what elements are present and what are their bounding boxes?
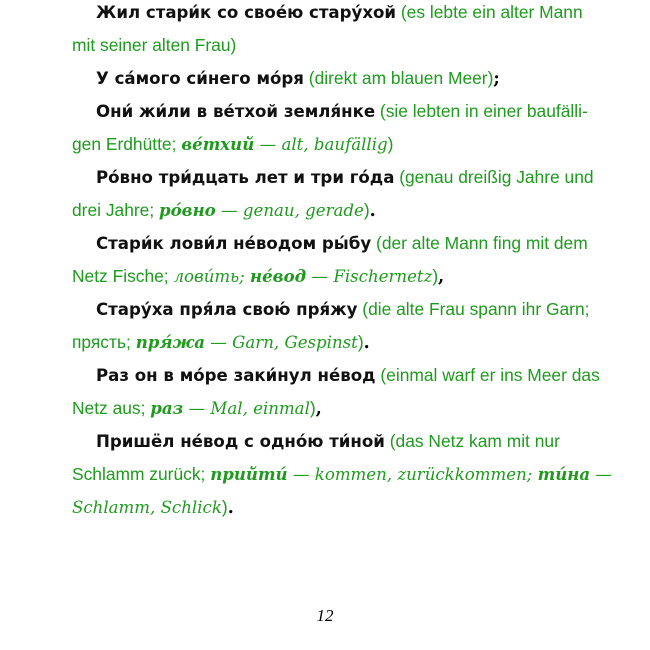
vocab-definition: — Mal, einmal <box>183 399 310 418</box>
text-line <box>72 359 600 392</box>
vocab-word: ро́вно <box>159 200 216 220</box>
punctuation: . <box>363 333 370 353</box>
text-line <box>72 29 584 62</box>
text-line <box>72 326 584 359</box>
paragraph <box>72 95 588 161</box>
paragraph <box>72 425 612 524</box>
german-gloss: drei Jahre; <box>72 200 159 220</box>
vocab-definition: — alt, baufällig <box>254 135 388 154</box>
vocab-definition: — Garn, Gespinst <box>205 333 358 352</box>
punctuation: , <box>438 267 445 287</box>
paragraph <box>72 359 600 425</box>
text-line <box>72 260 584 293</box>
german-gloss: mit seiner alten Frau) <box>72 35 237 55</box>
paragraph <box>72 62 584 95</box>
vocab-definition: — kommen, zurückkommen; <box>287 465 538 484</box>
punctuation: . <box>369 201 376 221</box>
text-line <box>72 0 584 29</box>
russian-text: Ро́вно три́дцать лет и три го́да <box>96 168 395 187</box>
german-gloss: ) <box>309 398 316 418</box>
german-gloss: ) <box>221 497 228 517</box>
german-gloss: (genau dreißig Jahre und <box>394 167 594 187</box>
page-number: 12 <box>316 606 334 625</box>
german-gloss: Netz aus; <box>72 398 151 418</box>
text-line <box>72 227 588 260</box>
german-gloss: прясть; <box>72 332 136 352</box>
vocab-definition: — Fischernetz <box>306 267 433 286</box>
german-gloss: (direkt am blauen Meer) <box>303 68 494 88</box>
text-line <box>72 491 584 524</box>
text-line <box>72 194 584 227</box>
german-gloss: Schlamm zurück; <box>72 464 211 484</box>
text-line <box>72 62 584 95</box>
paragraph <box>72 161 594 227</box>
vocab-definition: — <box>590 465 612 484</box>
paragraph <box>72 293 590 359</box>
paragraph <box>72 0 584 62</box>
russian-text: Пришёл не́вод с одно́ю ти́ной <box>96 432 385 451</box>
german-gloss: ) <box>432 266 439 286</box>
vocab-word: ве́тхий <box>181 134 255 154</box>
text-line <box>72 128 584 161</box>
vocab-word: ти́на <box>537 464 591 484</box>
vocab-word: не́вод <box>250 266 307 286</box>
german-gloss: ) <box>363 200 370 220</box>
german-gloss: (der alte Mann fing mit dem <box>371 233 588 253</box>
text-line <box>72 293 590 326</box>
german-gloss: (einmal warf er ins Meer das <box>375 365 600 385</box>
text-line <box>72 425 584 458</box>
russian-text: Раз он в мо́ре заки́нул не́вод <box>96 366 376 385</box>
russian-text: У са́мого си́него мо́ря <box>96 69 304 88</box>
german-gloss: ) <box>357 332 364 352</box>
german-gloss: gen Erdhütte; <box>72 134 182 154</box>
russian-text: Жил стари́к со свое́ю стару́хой <box>96 3 397 22</box>
punctuation: . <box>227 498 234 518</box>
russian-text: Стари́к лови́л не́водом ры́бу <box>96 234 372 253</box>
vocab-word: пря́жа <box>135 332 205 352</box>
paragraph <box>72 227 588 293</box>
german-gloss: (es lebte ein alter Mann <box>396 2 583 22</box>
text-line <box>72 392 584 425</box>
russian-text: Они́ жи́ли в ве́тхой земля́нке <box>96 102 376 121</box>
punctuation: ; <box>493 69 500 89</box>
german-gloss: (die alte Frau spann ihr Garn; <box>357 299 590 319</box>
text-line <box>72 161 594 194</box>
german-gloss: Netz Fische; <box>72 266 174 286</box>
russian-text: Стару́ха пря́ла свою́ пря́жу <box>96 300 358 319</box>
vocab-definition: — genau, gerade <box>215 201 364 220</box>
german-gloss: (das Netz kam mit nur <box>384 431 560 451</box>
punctuation: , <box>315 399 322 419</box>
text-line <box>72 95 588 128</box>
german-gloss: (sie lebten in einer baufälli- <box>375 101 588 121</box>
german-gloss: ) <box>387 134 394 154</box>
vocab-definition: лови́ть; <box>173 267 251 286</box>
vocab-definition: Schlamm, Schlick <box>72 498 222 517</box>
vocab-word: раз <box>150 398 184 418</box>
text-line <box>72 458 612 491</box>
vocab-word: прийти́ <box>210 464 288 484</box>
